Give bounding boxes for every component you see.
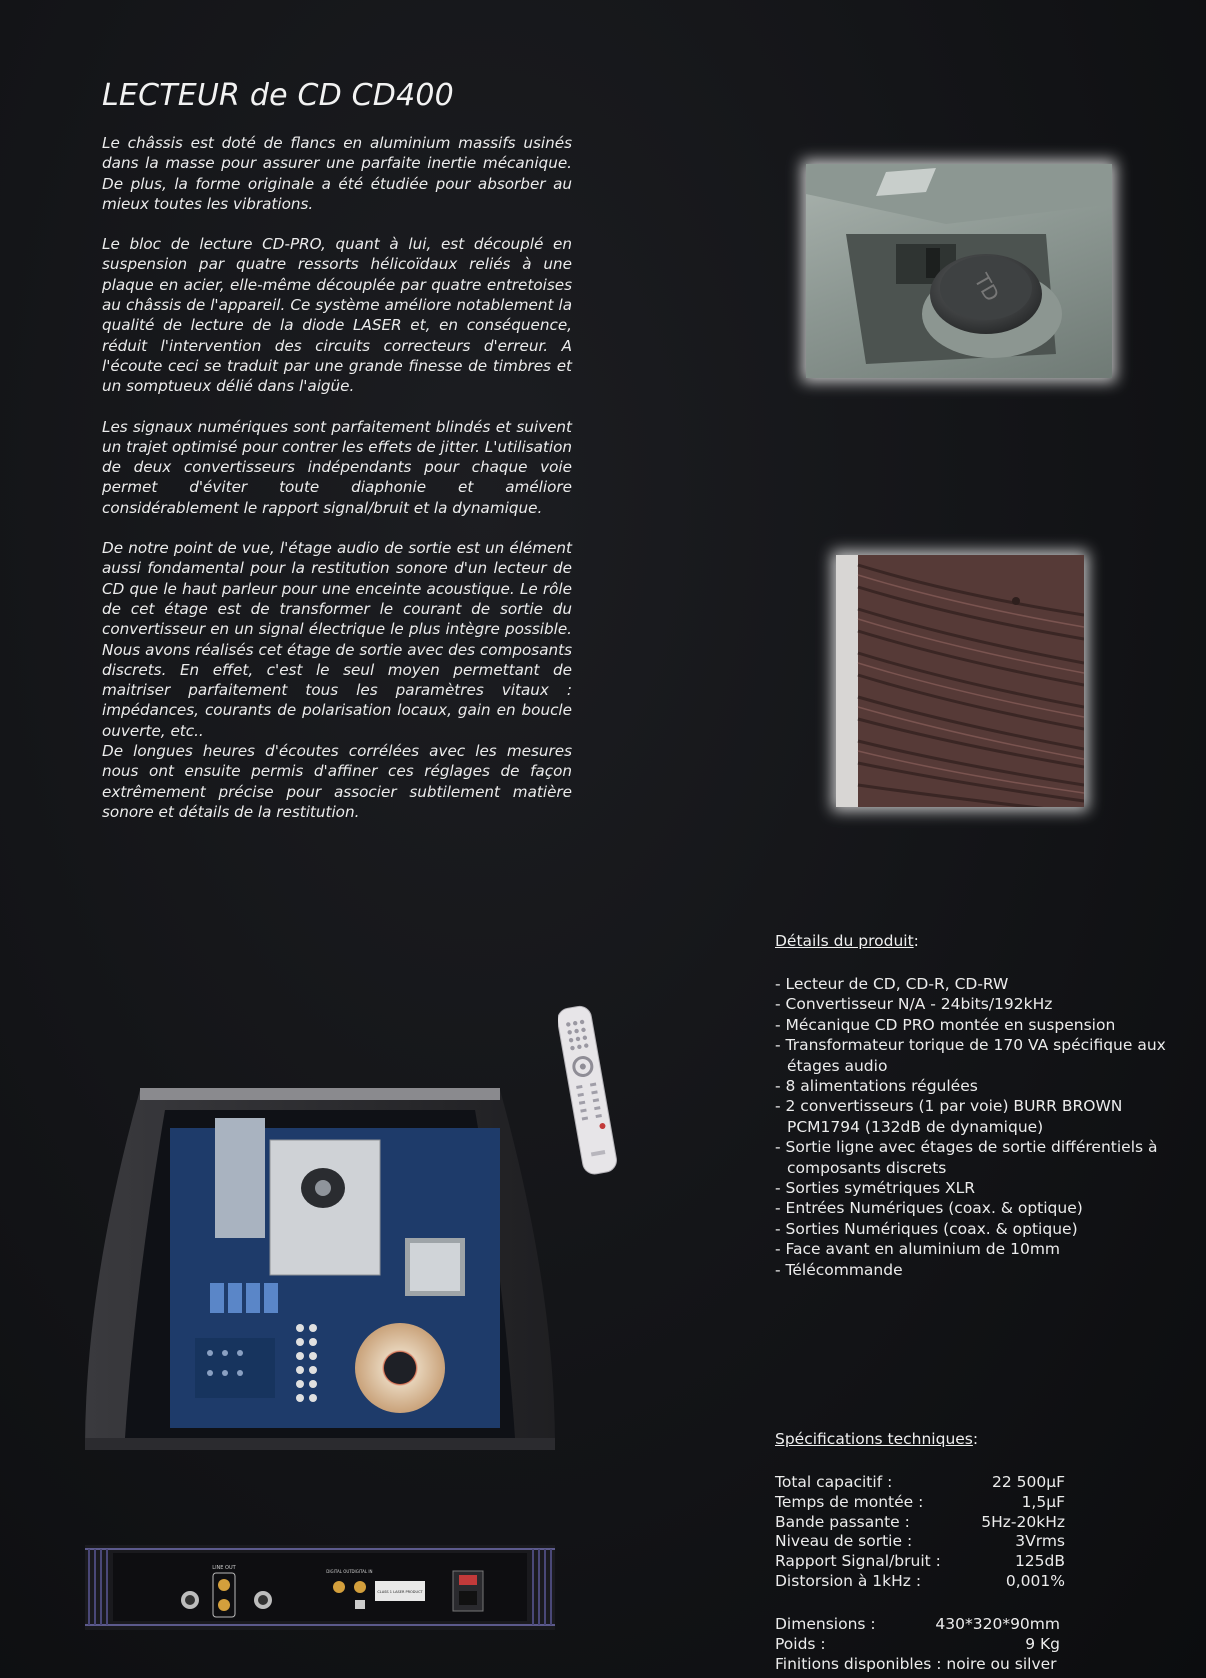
- cd-mechanism-photo: [806, 164, 1112, 378]
- paragraph-listening: De longues heures d'écoutes corrélées avec les mesures nous ont ensuite permis d'affiner ces réglages de façon extrêmement précise pour associer subtilement matière sonore et détails de la restitution.: [102, 742, 572, 821]
- details-heading: Détails du produit:: [775, 932, 919, 950]
- list-item: - 2 convertisseurs (1 par voie) BURR BROWN PCM1794 (132dB de dynamique): [775, 1097, 1123, 1136]
- list-item: - Sortie ligne avec étages de sortie différentiels à composants discrets: [775, 1138, 1158, 1177]
- svg-text:TD: TD: [969, 269, 1005, 306]
- description-text: [102, 133, 572, 822]
- specs-table: [775, 1473, 1065, 1592]
- list-item: - Sorties Numériques (coax. & optique): [775, 1219, 1078, 1238]
- dimensions-table: [775, 1615, 1060, 1674]
- list-item: - 8 alimentations régulées: [775, 1077, 978, 1096]
- list-item: - Face avant en aluminium de 10mm: [775, 1240, 1061, 1259]
- paragraph-audio-stage: De notre point de vue, l'étage audio de sortie est un élément aussi fondamental pour la restitution sonore d'un lecteur de CD que le haut parleur pour une enceinte acoustique. Le rôle de cet étage est de transformer le courant de sortie du convertisseur en un signal électrique le plus intègre possible. Nous avons réalisés cet étage de sortie avec des composants discrets. En effet, c'est le seul moyen permettant de maitriser parfaitement tous les paramètres vitaux : impédances, courants de polarisation locaux, gain en boucle ouverte, etc..: [102, 539, 572, 740]
- table-row: Distorsion à 1kHz : 0,001%: [775, 1571, 1065, 1590]
- paragraph-cd-pro: Le bloc de lecture CD-PRO, quant à lui, est découplé en suspension par quatre ressorts hélicoïdaux reliés à une plaque en acier, elle-même découplée par quatre entretoises au châssis de l'appareil. Ce système améliore notablement la qualité de lecture de la diode LASER et, en conséquence, réduit l'intervention des circuits correcteurs d'erreur. A l'écoute ceci se traduit par une grande finesse de timbres et un somptueux délié dans l'aigüe.: [102, 235, 572, 396]
- list-item: - Télécommande: [775, 1260, 903, 1279]
- list-item: - Entrées Numériques (coax. & optique): [775, 1199, 1083, 1218]
- table-row: Temps de montée : 1,5µF: [775, 1492, 1065, 1511]
- page-title: LECTEUR de CD CD400: [102, 78, 454, 113]
- cd-player-interior-image: [85, 1088, 555, 1453]
- table-row: Rapport Signal/bruit : 125dB: [775, 1552, 1065, 1571]
- table-row: Dimensions : 430*320*90mm: [775, 1615, 1060, 1633]
- digital-in-label: DIGITAL IN: [351, 1569, 373, 1574]
- table-row: Niveau de sortie : 3Vrms: [775, 1532, 1065, 1551]
- line-out-label: LINE OUT: [212, 1565, 236, 1571]
- finishes-text: Finitions disponibles : noire ou silver: [775, 1654, 1057, 1673]
- list-item: - Mécanique CD PRO montée en suspension: [775, 1015, 1116, 1034]
- remote-control-image: [558, 1002, 618, 1177]
- list-item: - Convertisseur N/A - 24bits/192kHz: [775, 995, 1053, 1014]
- laser-label: CLASS 1 LASER PRODUCT: [377, 1590, 423, 1594]
- list-item: - Sorties symétriques XLR: [775, 1179, 976, 1198]
- table-row: Poids : 9 Kg: [775, 1634, 1060, 1653]
- heatsink-photo: [836, 555, 1084, 807]
- specs-heading: Spécifications techniques:: [775, 1430, 979, 1448]
- list-item: - Lecteur de CD, CD-R, CD-RW: [775, 975, 1009, 993]
- details-list: [775, 974, 1185, 1280]
- digital-out-label: DIGITAL OUT: [326, 1569, 352, 1574]
- paragraph-chassis: Le châssis est doté de flancs en aluminium massifs usinés dans la masse pour assurer une parfaite inertie mécanique. De plus, la forme originale a été étudiée pour absorber au mieux toutes les vibrations.: [102, 134, 572, 213]
- table-row: Bande passante : 5Hz-20kHz: [775, 1512, 1065, 1531]
- table-row: Total capacitif : 22 500µF: [775, 1473, 1065, 1491]
- list-item: - Transformateur torique de 170 VA spécifique aux étages audio: [775, 1036, 1166, 1075]
- rear-panel-image: [85, 1545, 555, 1630]
- paragraph-digital-signals: Les signaux numériques sont parfaitement blindés et suivent un trajet optimisé pour contrer les effets de jitter. L'utilisation de deux convertisseurs indépendants pour chaque voie permet d'éviter toute diaphonie et améliore considérablement le rapport signal/bruit et la dynamique.: [102, 417, 572, 517]
